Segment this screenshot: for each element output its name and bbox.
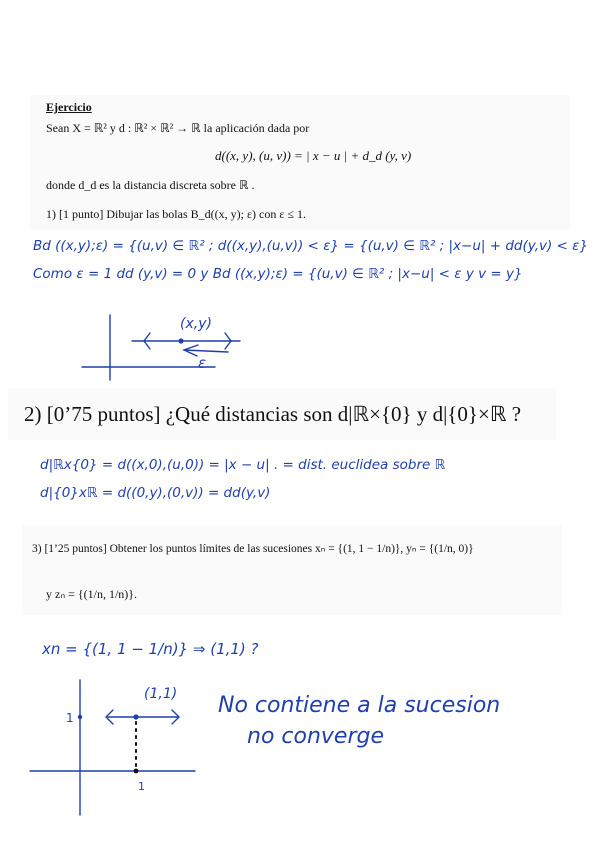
part2-question: 2) [0’75 puntos] ¿Qué distancias son d|ℝ×{0} y d|{0}×ℝ ? [24, 402, 522, 426]
fig1-point-label: (x,y) [180, 316, 212, 332]
fig2-ytick-point [78, 715, 82, 719]
exercise-definition: Sean X = ℝ² y d : ℝ² × ℝ² → ℝ la aplicación dada por [46, 121, 310, 135]
answer3-sequence-limit: xn = {(1, 1 − 1/n)} ⇒ (1,1) ? [42, 640, 259, 658]
part3-question-line2: y zₙ = {(1/n, 1/n)}. [46, 587, 138, 601]
discrete-distance-note: donde d_d es la distancia discreta sobre ℝ . [46, 178, 255, 192]
answer2-restriction-x: d|ℝx{0} = d((x,0),(u,0)) = |x − u| . = dist. euclidea sobre ℝ [40, 457, 446, 473]
part1-question: 1) [1 punto] Dibujar las bolas B_d((x, y); ε) con ε ≤ 1. [46, 207, 306, 221]
fig2-limit-point [133, 714, 138, 719]
fig2-xtick-point [134, 769, 139, 774]
answer1-ball-definition: Bd ((x,y);ε) = {(u,v) ∈ ℝ² ; d((x,y),(u,v)) < ε} = {(u,v) ∈ ℝ² ; |x−u| + dd(y,v) < ε} [33, 238, 589, 254]
answer2-restriction-y: d|{0}xℝ = d((0,y),(0,v)) = dd(y,v) [40, 485, 271, 501]
answer3-note-line1: No contiene a la sucesion [218, 693, 501, 718]
distance-formula: d((x, y), (u, v)) = | x − u | + d_d (y, v) [215, 148, 412, 163]
fig2-ytick-label: 1 [66, 711, 74, 725]
exercise-heading: Ejercicio [46, 100, 92, 114]
answer3-note-line2: no converge [247, 724, 384, 749]
part3-question-line1: 3) [1’25 puntos] Obtener los puntos límites de las sucesiones xₙ = {(1, 1 − 1/n)}, yₙ = {(1/n, 0)} [32, 543, 474, 555]
fig2-point-label: (1,1) [144, 686, 178, 702]
answer1-epsilon-case: Como ε = 1 dd (y,v) = 0 y Bd ((x,y);ε) = {(u,v) ∈ ℝ² ; |x−u| < ε y v = y} [33, 266, 523, 282]
fig2-xtick-label: 1 [138, 780, 145, 793]
fig1-epsilon-label: ε [198, 354, 207, 372]
